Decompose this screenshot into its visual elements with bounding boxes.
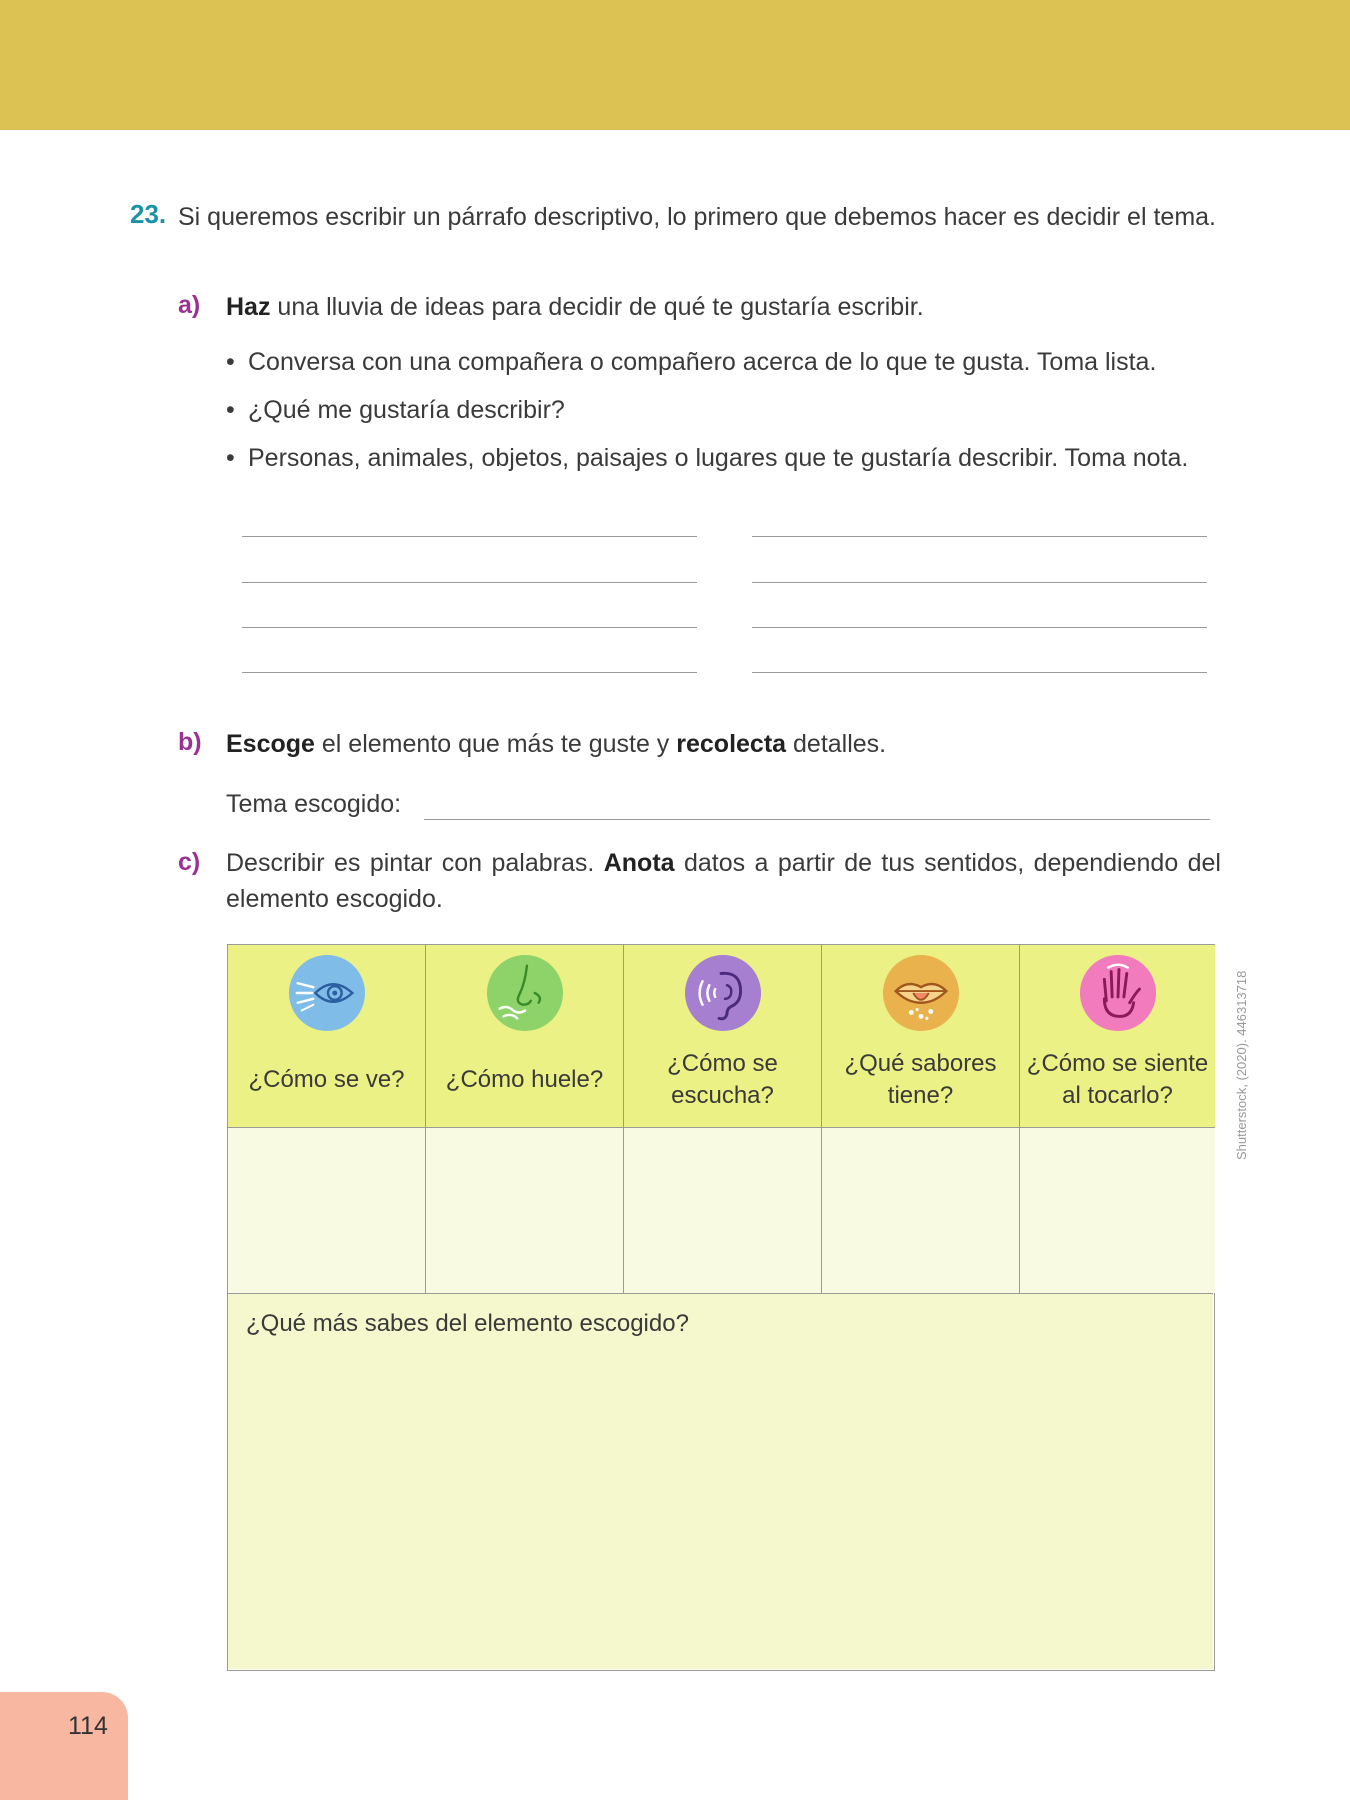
header-cell-taste	[822, 945, 1020, 1127]
part-b-verb-escoge: Escoge	[226, 730, 315, 758]
nose-icon	[486, 954, 564, 1032]
header-cell-touch	[1020, 945, 1215, 1127]
part-c-verb: Anota	[603, 849, 675, 877]
sense-label-smell: ¿Cómo huele?	[445, 1066, 604, 1093]
tema-writing-line[interactable]	[424, 819, 1210, 820]
part-b-end: detalles.	[786, 730, 887, 758]
image-credit: Shutterstock, (2020). 446313718	[1234, 970, 1249, 1160]
part-b-verb-recolecta: recolecta	[676, 730, 787, 758]
bullet-dot: •	[226, 444, 235, 472]
extra-info-prompt: ¿Qué más sabes del elemento escogido?	[246, 1310, 689, 1337]
eye-icon	[288, 954, 366, 1032]
page-number-tab	[0, 1692, 128, 1800]
part-c-end: datos a partir de tus sentidos, dependiendo del elemento escogido.	[226, 849, 1221, 913]
hand-icon	[1079, 954, 1157, 1032]
ear-icon	[684, 954, 762, 1032]
part-b-mid: el elemento que más te guste y	[314, 730, 677, 758]
answer-cell-taste[interactable]	[822, 1127, 1020, 1293]
writing-line[interactable]	[242, 672, 697, 673]
header-cell-hearing	[624, 945, 822, 1127]
writing-line[interactable]	[752, 672, 1207, 673]
answer-cell-touch[interactable]	[1020, 1127, 1215, 1293]
bullet-dot: •	[226, 396, 235, 424]
bullet-dot: •	[226, 348, 235, 376]
question-text: Si queremos escribir un párrafo descriptivo, lo primero que debemos hacer es decidir el tema.	[178, 203, 1216, 231]
sense-label-touch: ¿Cómo se siente al tocarlo?	[1026, 1050, 1209, 1109]
sense-label-hearing: ¿Cómo se escucha?	[667, 1050, 778, 1109]
part-c-instruction	[226, 845, 1221, 917]
part-a-verb: Haz	[226, 293, 271, 321]
part-c-start: Describir es pintar con palabras.	[226, 849, 604, 877]
tema-label: Tema escogido:	[226, 790, 402, 818]
writing-line[interactable]	[242, 627, 697, 628]
page-number: 114	[68, 1712, 108, 1740]
writing-line[interactable]	[242, 536, 697, 537]
bullet-item	[226, 393, 565, 427]
sense-label-taste: ¿Qué sabores tiene?	[844, 1050, 997, 1109]
writing-line[interactable]	[752, 536, 1207, 537]
part-b-letter: b)	[178, 728, 202, 756]
extra-info-cell[interactable]	[228, 1293, 1213, 1669]
bullet-item	[226, 441, 1188, 475]
bullet-item	[226, 345, 1156, 379]
part-a-instruction	[226, 289, 924, 325]
answer-cell-sight[interactable]	[228, 1127, 426, 1293]
header-band	[0, 0, 1350, 130]
part-c-letter: c)	[178, 848, 201, 876]
bullet-text: ¿Qué me gustaría describir?	[248, 396, 565, 424]
answer-cell-smell[interactable]	[426, 1127, 624, 1293]
part-a-letter: a)	[178, 291, 201, 319]
sense-label-sight: ¿Cómo se ve?	[248, 1066, 405, 1093]
writing-line[interactable]	[242, 582, 697, 583]
writing-line[interactable]	[752, 627, 1207, 628]
answer-cell-hearing[interactable]	[624, 1127, 822, 1293]
part-b-instruction	[226, 726, 886, 762]
header-cell-smell	[426, 945, 624, 1127]
writing-line[interactable]	[752, 582, 1207, 583]
nose-icon-bg	[486, 955, 562, 1031]
header-cell-sight	[228, 945, 426, 1127]
bullet-text: Personas, animales, objetos, paisajes o lugares que te gustaría describir. Toma nota.	[248, 444, 1189, 472]
mouth-icon	[882, 954, 960, 1032]
part-a-rest: una lluvia de ideas para decidir de qué te gustaría escribir.	[270, 293, 924, 321]
question-number: 23.	[130, 199, 167, 229]
senses-table	[227, 944, 1215, 1671]
bullet-text: Conversa con una compañera o compañero acerca de lo que te gusta. Toma lista.	[248, 348, 1157, 376]
